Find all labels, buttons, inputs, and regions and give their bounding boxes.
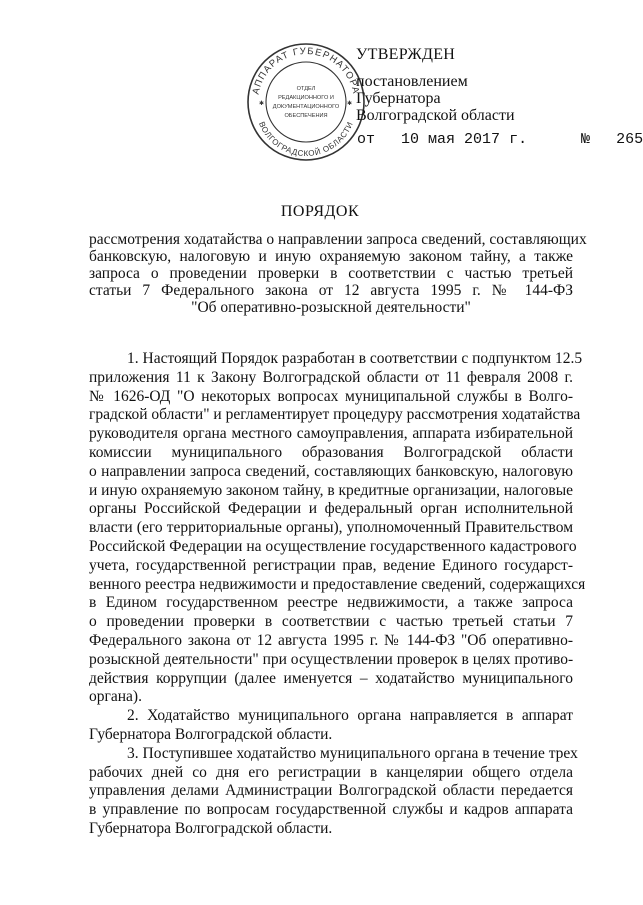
approval-line: Волгоградской области — [356, 107, 515, 124]
svg-text:✱: ✱ — [347, 101, 353, 107]
subtitle-line: рассмотрения ходатайства о направлении запроса сведений, составляющих — [89, 231, 587, 248]
document-subtitle — [89, 231, 587, 316]
document-title: ПОРЯДОК — [280, 203, 360, 220]
body-line: в Едином государственном реестре недвижимости, а также запроса — [89, 594, 573, 612]
stamp-center-line: ОБЕСПЕЧЕНИЯ — [284, 113, 328, 119]
body-line: управления делами Администрации Волгоградской области передается — [89, 782, 573, 800]
subtitle-line: запроса о проведении проверки в соответствии с частью третьей — [89, 265, 573, 282]
body-line: и иную охраняемую законом тайну, в кредитные организации, налоговые — [89, 481, 573, 499]
body-line: в управление по вопросам государственной службы и кадров аппарата — [89, 801, 573, 819]
body-line: комиссии муниципального образования Волгоградской области — [89, 443, 573, 461]
body-line: венного реестра недвижимости и предоставление сведений, содержащихся — [89, 575, 586, 593]
svg-text:✱: ✱ — [259, 101, 265, 107]
number-prefix: № — [581, 131, 591, 148]
body-line: 1. Настоящий Порядок разработан в соответствии с подпунктом 12.5 — [127, 350, 583, 367]
subtitle-line: "Об оперативно-розыскной деятельности" — [191, 299, 471, 316]
body-line: власти (его территориальные органы), уполномоченный Правительством — [89, 519, 573, 537]
body-line: Российской Федерации на осуществление государственного кадастрового — [89, 537, 577, 555]
number-value: 265 — [616, 131, 643, 148]
approval-line: постановлением — [356, 73, 468, 90]
document-body — [89, 350, 586, 839]
approval-block — [356, 46, 515, 124]
body-line: действия коррупции (далее именуется – ходатайство муниципального — [89, 669, 573, 687]
body-line: Губернатора Волгоградской области. — [89, 819, 333, 837]
body-line: о направлении запроса сведений, составляющих банковскую, налоговую — [89, 462, 573, 480]
body-line: градской области" и регламентирует процедуру рассмотрения ходатайства — [89, 406, 581, 424]
body-line: органа). — [89, 688, 142, 706]
stamp-center-line: РЕДАКЦИОННОГО И — [278, 95, 334, 101]
approval-title: УТВЕРЖДЕН — [356, 46, 456, 63]
body-line: руководителя органа местного самоуправления, аппарата избирательной — [89, 425, 573, 443]
body-line: органы Российской Федерации и федеральный орган исполнительной — [89, 500, 573, 518]
body-line: розыскной деятельности" при осуществлении проверок в целях противо- — [89, 650, 574, 668]
approval-line: Губернатора — [356, 90, 441, 107]
body-line: приложения 11 к Закону Волгоградской области от 11 февраля 2008 г. — [89, 368, 573, 386]
body-line: Федерального закона от 12 августа 1995 г. № 144-ФЗ "Об оперативно- — [89, 631, 573, 649]
stamp-ring-top-text: АППАРАТ ГУБЕРНАТОРА — [250, 45, 362, 96]
stamp-ring-bottom-text: ВОЛГОГРАДСКОЙ ОБЛАСТИ — [257, 120, 355, 159]
body-line: рабочих дней со дня его регистрации в канцелярии общего отдела — [89, 763, 573, 781]
body-line: 2. Ходатайство муниципального органа направляется в аппарат — [127, 707, 573, 725]
body-line: Губернатора Волгоградской области. — [89, 725, 333, 743]
subtitle-line: статьи 7 Федерального закона от 12 августа 1995 г. № 144-ФЗ — [89, 282, 573, 299]
date-prefix: от — [357, 131, 376, 148]
official-stamp — [244, 40, 368, 164]
body-line: учета, государственной регистрации прав, ведение Единого государст- — [89, 556, 573, 574]
stamp-center-line: ОТДЕЛ — [296, 86, 316, 92]
body-line: 3. Поступившее ходатайство муниципального органа в течение трех — [127, 744, 578, 762]
body-line: № 1626-ОД "О некоторых вопросах муниципальной службы в Волго- — [89, 387, 573, 405]
date-value: 10 мая 2017 г. — [401, 131, 528, 148]
subtitle-line: банковскую, налоговую и иную охраняемую законом тайну, а также — [89, 248, 573, 265]
stamp-seal-icon — [244, 40, 368, 164]
body-line: о проведении проверки в соответствии с частью третьей статьи 7 — [89, 613, 573, 631]
stamp-center-line: ДОКУМЕНТАЦИОННОГО — [272, 104, 340, 110]
approval-date-number — [357, 131, 643, 148]
